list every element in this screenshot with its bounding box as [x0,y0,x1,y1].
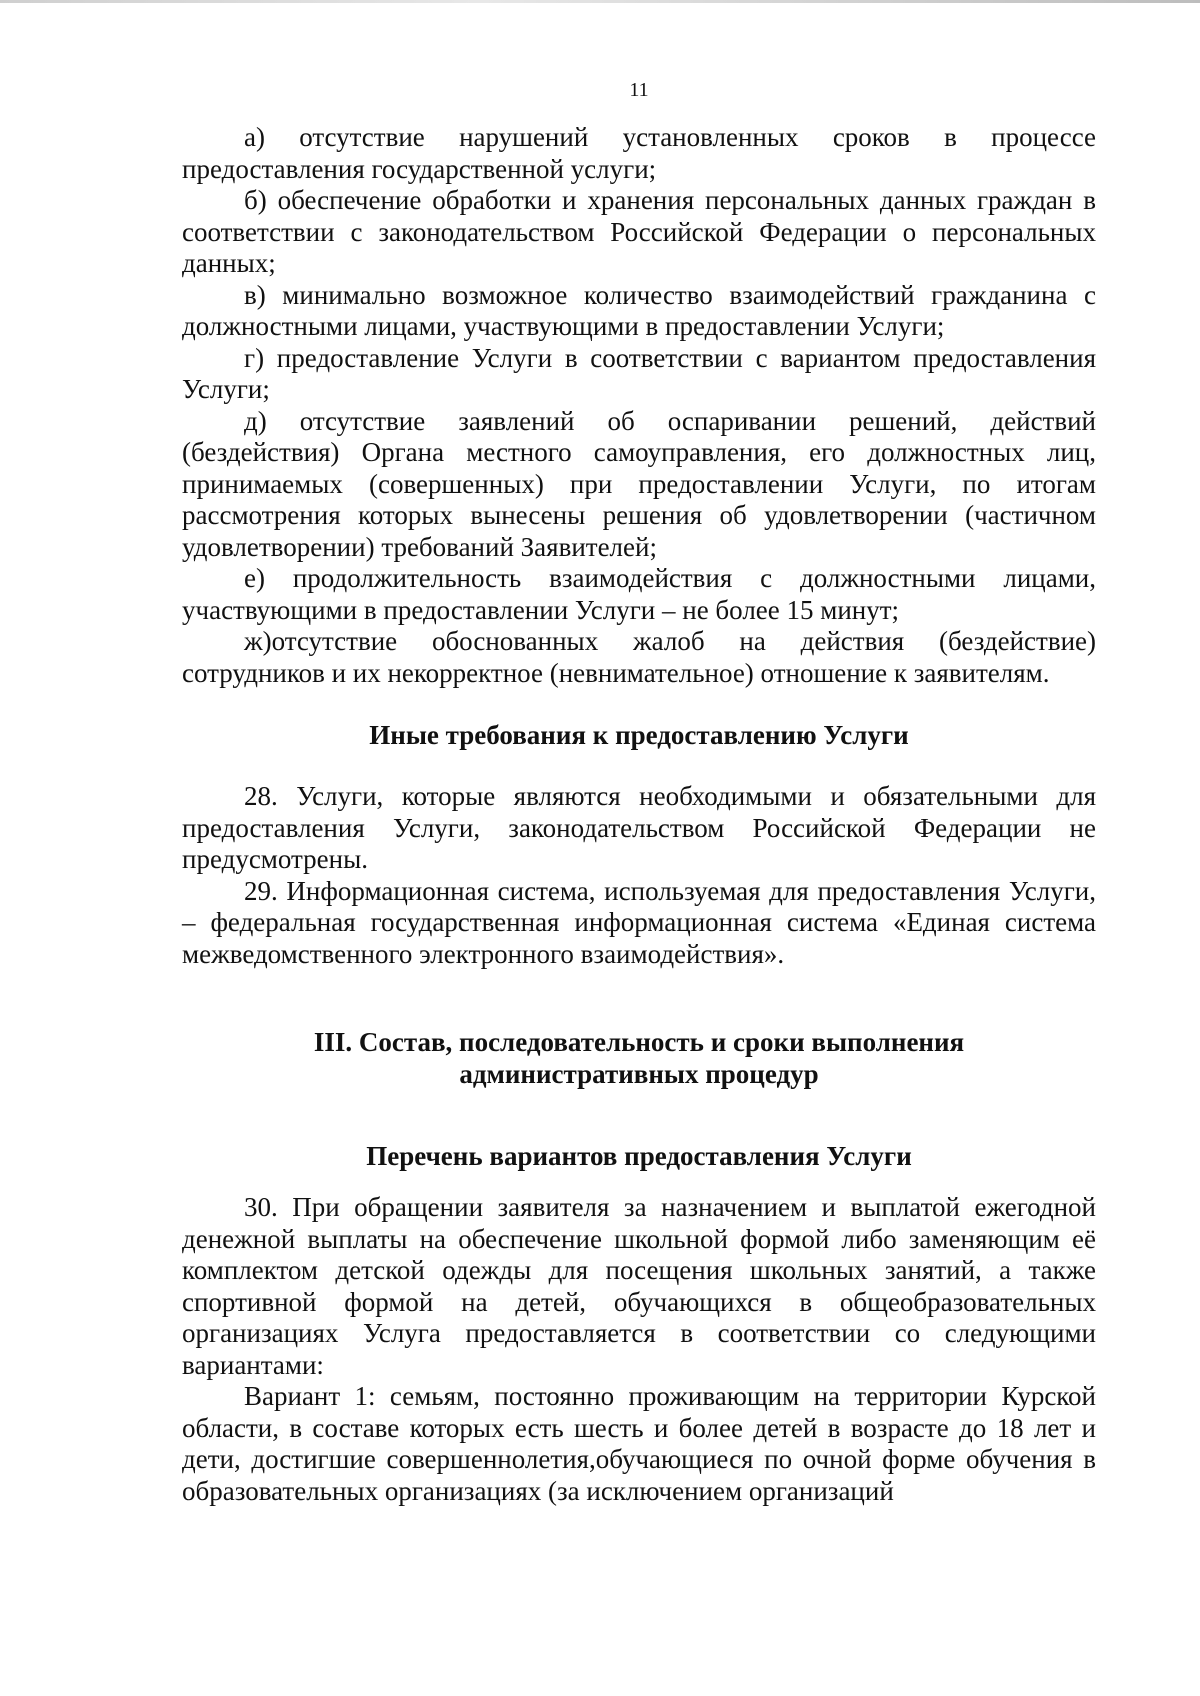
criterion-e: е) продолжительность взаимодействия с должностными лицами, участвующими в предоставлении Услуги – не более 15 минут; [182,563,1096,625]
criterion-g: г) предоставление Услуги в соответствии с вариантом предоставления Услуги; [182,342,1096,404]
clause-28: 28. Услуги, которые являются необходимыми и обязательными для предоставления Услуги, законодательством Российской Федерации не предусмотрены. [182,781,1096,874]
criterion-zh: ж)отсутствие обоснованных жалоб на действия (бездействие) сотрудников и их некорректное (невнимательное) отношение к заявителям. [182,626,1096,688]
page-number: 11 [629,79,649,101]
clause-29: 29. Информационная система, используемая для предоставления Услуги, – федеральная государственная информационная система «Единая система межведомственного электронного взаимодействия». [182,875,1096,969]
section-heading-line2: административных процедур [459,1059,819,1089]
criterion-d: д) отсутствие заявлений об оспаривании решений, действий (бездействия) Органа местного самоуправления, его должностных лиц, принимаемых (совершенных) при предоставлении Услуги, по итогам рассмотрения которых вынесены решения об удовлетворении (частичном удовлетворении) требований Заявителей; [182,405,1096,562]
heading-other-requirements: Иные требования к предоставлению Услуги [369,720,909,750]
heading-variants: Перечень вариантов предоставления Услуги [366,1141,912,1171]
clause-30: 30. При обращении заявителя за назначением и выплатой ежегодной денежной выплаты на обеспечение школьной формой либо заменяющим её комплектом детской одежды для посещения школьных занятий, а также спортивной формой на детей, обучающихся в общеобразовательных организациях Услуга предоставляется в соответствии со следующими вариантами: [182,1192,1096,1380]
criterion-b: б) обеспечение обработки и хранения персональных данных граждан в соответствии с законодательством Российской Федерации о персональных данных; [182,185,1096,278]
variant-1: Вариант 1: семьям, постоянно проживающим на территории Курской области, в составе которых есть шесть и более детей в возрасте до 18 лет и дети, достигшие совершеннолетия,обучающиеся по очной форме обучения в образовательных организациях (за исключением организаций [182,1381,1096,1506]
scan-top-edge [0,0,1200,3]
criterion-a: а) отсутствие нарушений установленных сроков в процессе предоставления государственной услуги; [182,122,1096,184]
criterion-v: в) минимально возможное количество взаимодействий гражданина с должностными лицами, участвующими в предоставлении Услуги; [182,279,1096,341]
section-heading-line1: III. Состав, последовательность и сроки выполнения [313,1027,965,1057]
section-heading [182,1026,1096,1090]
